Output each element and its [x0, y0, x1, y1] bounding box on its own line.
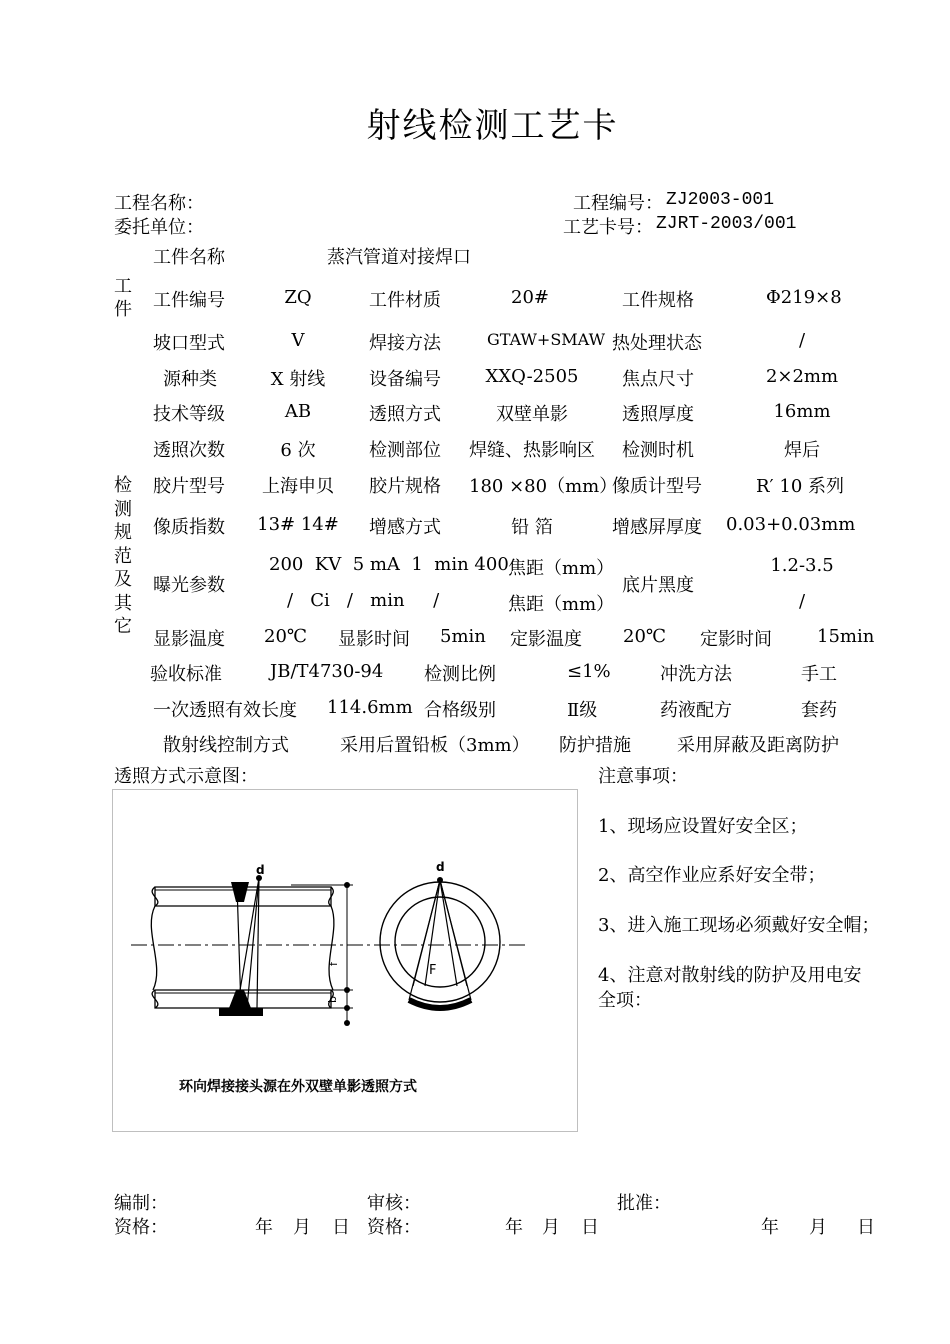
- review-label: 审核：: [367, 1193, 421, 1214]
- month-1: 月: [293, 1217, 311, 1238]
- workpiece-no: ZQ: [284, 287, 312, 308]
- standard: JB/T4730-94: [270, 661, 384, 682]
- focal-label-2: 焦距（mm）: [508, 594, 615, 615]
- heat: /: [798, 330, 806, 351]
- groove: V: [291, 330, 305, 351]
- scatter: 采用后置铅板（3mm）: [340, 735, 530, 756]
- part: 焊缝、热影响区: [469, 440, 595, 461]
- label-f: f: [327, 962, 340, 966]
- device: XXQ-2505: [485, 366, 579, 387]
- length: 114.6mm: [327, 697, 413, 718]
- label-F: F: [429, 963, 437, 978]
- diagram-caption: 环向焊接接头源在外双壁单影透照方式: [179, 1079, 417, 1095]
- day-3: 日: [857, 1217, 875, 1238]
- times-label: 透照次数: [153, 440, 225, 461]
- density-2: /: [798, 591, 806, 612]
- source-label: 源种类: [163, 369, 217, 390]
- length-label: 一次透照有效长度: [153, 700, 297, 721]
- spec-label: 工件规格: [622, 290, 694, 311]
- compile-label: 编制：: [114, 1193, 168, 1214]
- focal-label-1: 焦距（mm）: [508, 558, 615, 579]
- protect: 采用屏蔽及距离防护: [677, 735, 839, 756]
- workpiece-name: 蒸汽管道对接焊口: [327, 247, 471, 268]
- radiography-diagram: [112, 789, 578, 1132]
- source: X 射线: [270, 369, 326, 390]
- tech: AB: [284, 401, 312, 422]
- film-spec-label: 胶片规格: [369, 476, 441, 497]
- part-label: 检测部位: [369, 440, 441, 461]
- qualification-label-2: 资格：: [367, 1217, 421, 1238]
- dev-temp: 20℃: [264, 626, 308, 647]
- heat-label: 热处理状态: [612, 333, 702, 354]
- iqi-index: 13# 14#: [257, 514, 339, 535]
- focus-label: 焦点尺寸: [622, 369, 694, 390]
- label-b: b: [326, 996, 339, 1003]
- source-point-right: [437, 877, 443, 883]
- diagram-heading: 透照方式示意图：: [114, 766, 258, 787]
- film-bar: [219, 1008, 263, 1016]
- chem-label: 药液配方: [660, 700, 732, 721]
- note-item-3: 3、进入施工现场必须戴好安全帽；: [598, 915, 880, 936]
- group-inspection: [113, 474, 133, 639]
- pipe-cross-section: [380, 882, 500, 1002]
- workpiece-no-label: 工件编号: [153, 290, 225, 311]
- timing: 焊后: [784, 440, 820, 461]
- scatter-label: 散射线控制方式: [163, 735, 289, 756]
- groove-label: 坡口型式: [153, 333, 225, 354]
- ratio: ≤1%: [567, 661, 611, 682]
- film-type-label: 胶片型号: [153, 476, 225, 497]
- rinse: 手工: [801, 664, 837, 685]
- year-1: 年: [255, 1217, 273, 1238]
- tech-label: 技术等级: [153, 404, 225, 425]
- material-label: 工件材质: [369, 290, 441, 311]
- density-1: 1.2-3.5: [770, 555, 834, 576]
- group-workpiece: [113, 275, 133, 321]
- dev-temp-label: 显影温度: [153, 629, 225, 650]
- spec: Φ219×8: [766, 287, 842, 308]
- note-item-2: 2、高空作业应系好安全带；: [598, 865, 826, 886]
- project-name-label: 工程名称：: [114, 193, 204, 214]
- times: 6 次: [280, 440, 316, 461]
- year-3: 年: [761, 1217, 779, 1238]
- material: 20#: [511, 287, 549, 308]
- qualification-label-1: 资格：: [114, 1217, 168, 1238]
- weld-top: [231, 882, 249, 902]
- card-no: ZJRT-2003/001: [656, 214, 797, 234]
- film-type: 上海申贝: [262, 476, 334, 497]
- standard-label: 验收标准: [150, 664, 222, 685]
- film-spec: 180 ×80（mm）: [469, 476, 618, 497]
- month-2: 月: [542, 1217, 560, 1238]
- device-label: 设备编号: [369, 369, 441, 390]
- focus: 2×2mm: [765, 366, 839, 387]
- note-item-4: 4、注意对散射线的防护及用电安: [598, 965, 862, 986]
- day-2: 日: [581, 1217, 599, 1238]
- fix-time-label: 定影时间: [700, 629, 772, 650]
- method-label: 透照方式: [369, 404, 441, 425]
- exposure-row-1: 200 KV 5 mA 1 min 400: [269, 554, 509, 575]
- workpiece-name-label: 工件名称: [153, 247, 225, 268]
- client-label: 委托单位：: [114, 217, 204, 238]
- label-d-left: d: [256, 863, 265, 877]
- group-inspection-text: 检测规范及其它: [114, 475, 132, 637]
- grade: Ⅱ级: [567, 700, 598, 721]
- project-no: ZJ2003-001: [666, 190, 775, 210]
- weld-method-label: 焊接方法: [369, 333, 441, 354]
- screen-thk: 0.03+0.03mm: [726, 514, 856, 535]
- grade-label: 合格级别: [424, 700, 496, 721]
- dev-time-label: 显影时间: [338, 629, 410, 650]
- thickness-label: 透照厚度: [622, 404, 694, 425]
- iqi-index-label: 像质指数: [153, 517, 225, 538]
- exposure-row-2: / Ci / min /: [287, 590, 440, 611]
- screen-thk-label: 增感屏厚度: [612, 517, 702, 538]
- screen-label: 增感方式: [369, 517, 441, 538]
- chem: 套药: [801, 700, 837, 721]
- weld-method: GTAW+SMAW: [487, 330, 606, 349]
- page-title: 射线检测工艺卡: [366, 106, 619, 146]
- year-2: 年: [505, 1217, 523, 1238]
- fix-time: 15min: [817, 626, 875, 647]
- ratio-label: 检测比例: [424, 664, 496, 685]
- notes-heading: 注意事项：: [598, 766, 688, 787]
- density-label: 底片黑度: [622, 575, 694, 596]
- rinse-label: 冲洗方法: [660, 664, 732, 685]
- card-no-label: 工艺卡号：: [563, 217, 653, 238]
- fix-temp: 20℃: [623, 626, 667, 647]
- iqi-type: R′ 10 系列: [756, 476, 844, 497]
- project-no-label: 工程编号：: [573, 193, 663, 214]
- dev-time: 5min: [440, 626, 486, 647]
- protect-label: 防护措施: [559, 735, 631, 756]
- iqi-type-label: 像质计型号: [612, 476, 702, 497]
- day-1: 日: [332, 1217, 350, 1238]
- note-item-1: 1、现场应设置好安全区；: [598, 816, 808, 837]
- fix-temp-label: 定影温度: [510, 629, 582, 650]
- method: 双壁单影: [496, 404, 568, 425]
- approve-label: 批准：: [617, 1193, 671, 1214]
- timing-label: 检测时机: [622, 440, 694, 461]
- month-3: 月: [809, 1217, 827, 1238]
- screen: 铅 箔: [511, 517, 553, 538]
- thickness: 16mm: [773, 401, 831, 422]
- note-item-4-cont: 全项：: [598, 990, 652, 1011]
- label-d-right: d: [436, 860, 445, 874]
- film-arc: [409, 1000, 471, 1008]
- group-workpiece-text: 工件: [114, 276, 132, 320]
- exposure-label: 曝光参数: [153, 575, 225, 596]
